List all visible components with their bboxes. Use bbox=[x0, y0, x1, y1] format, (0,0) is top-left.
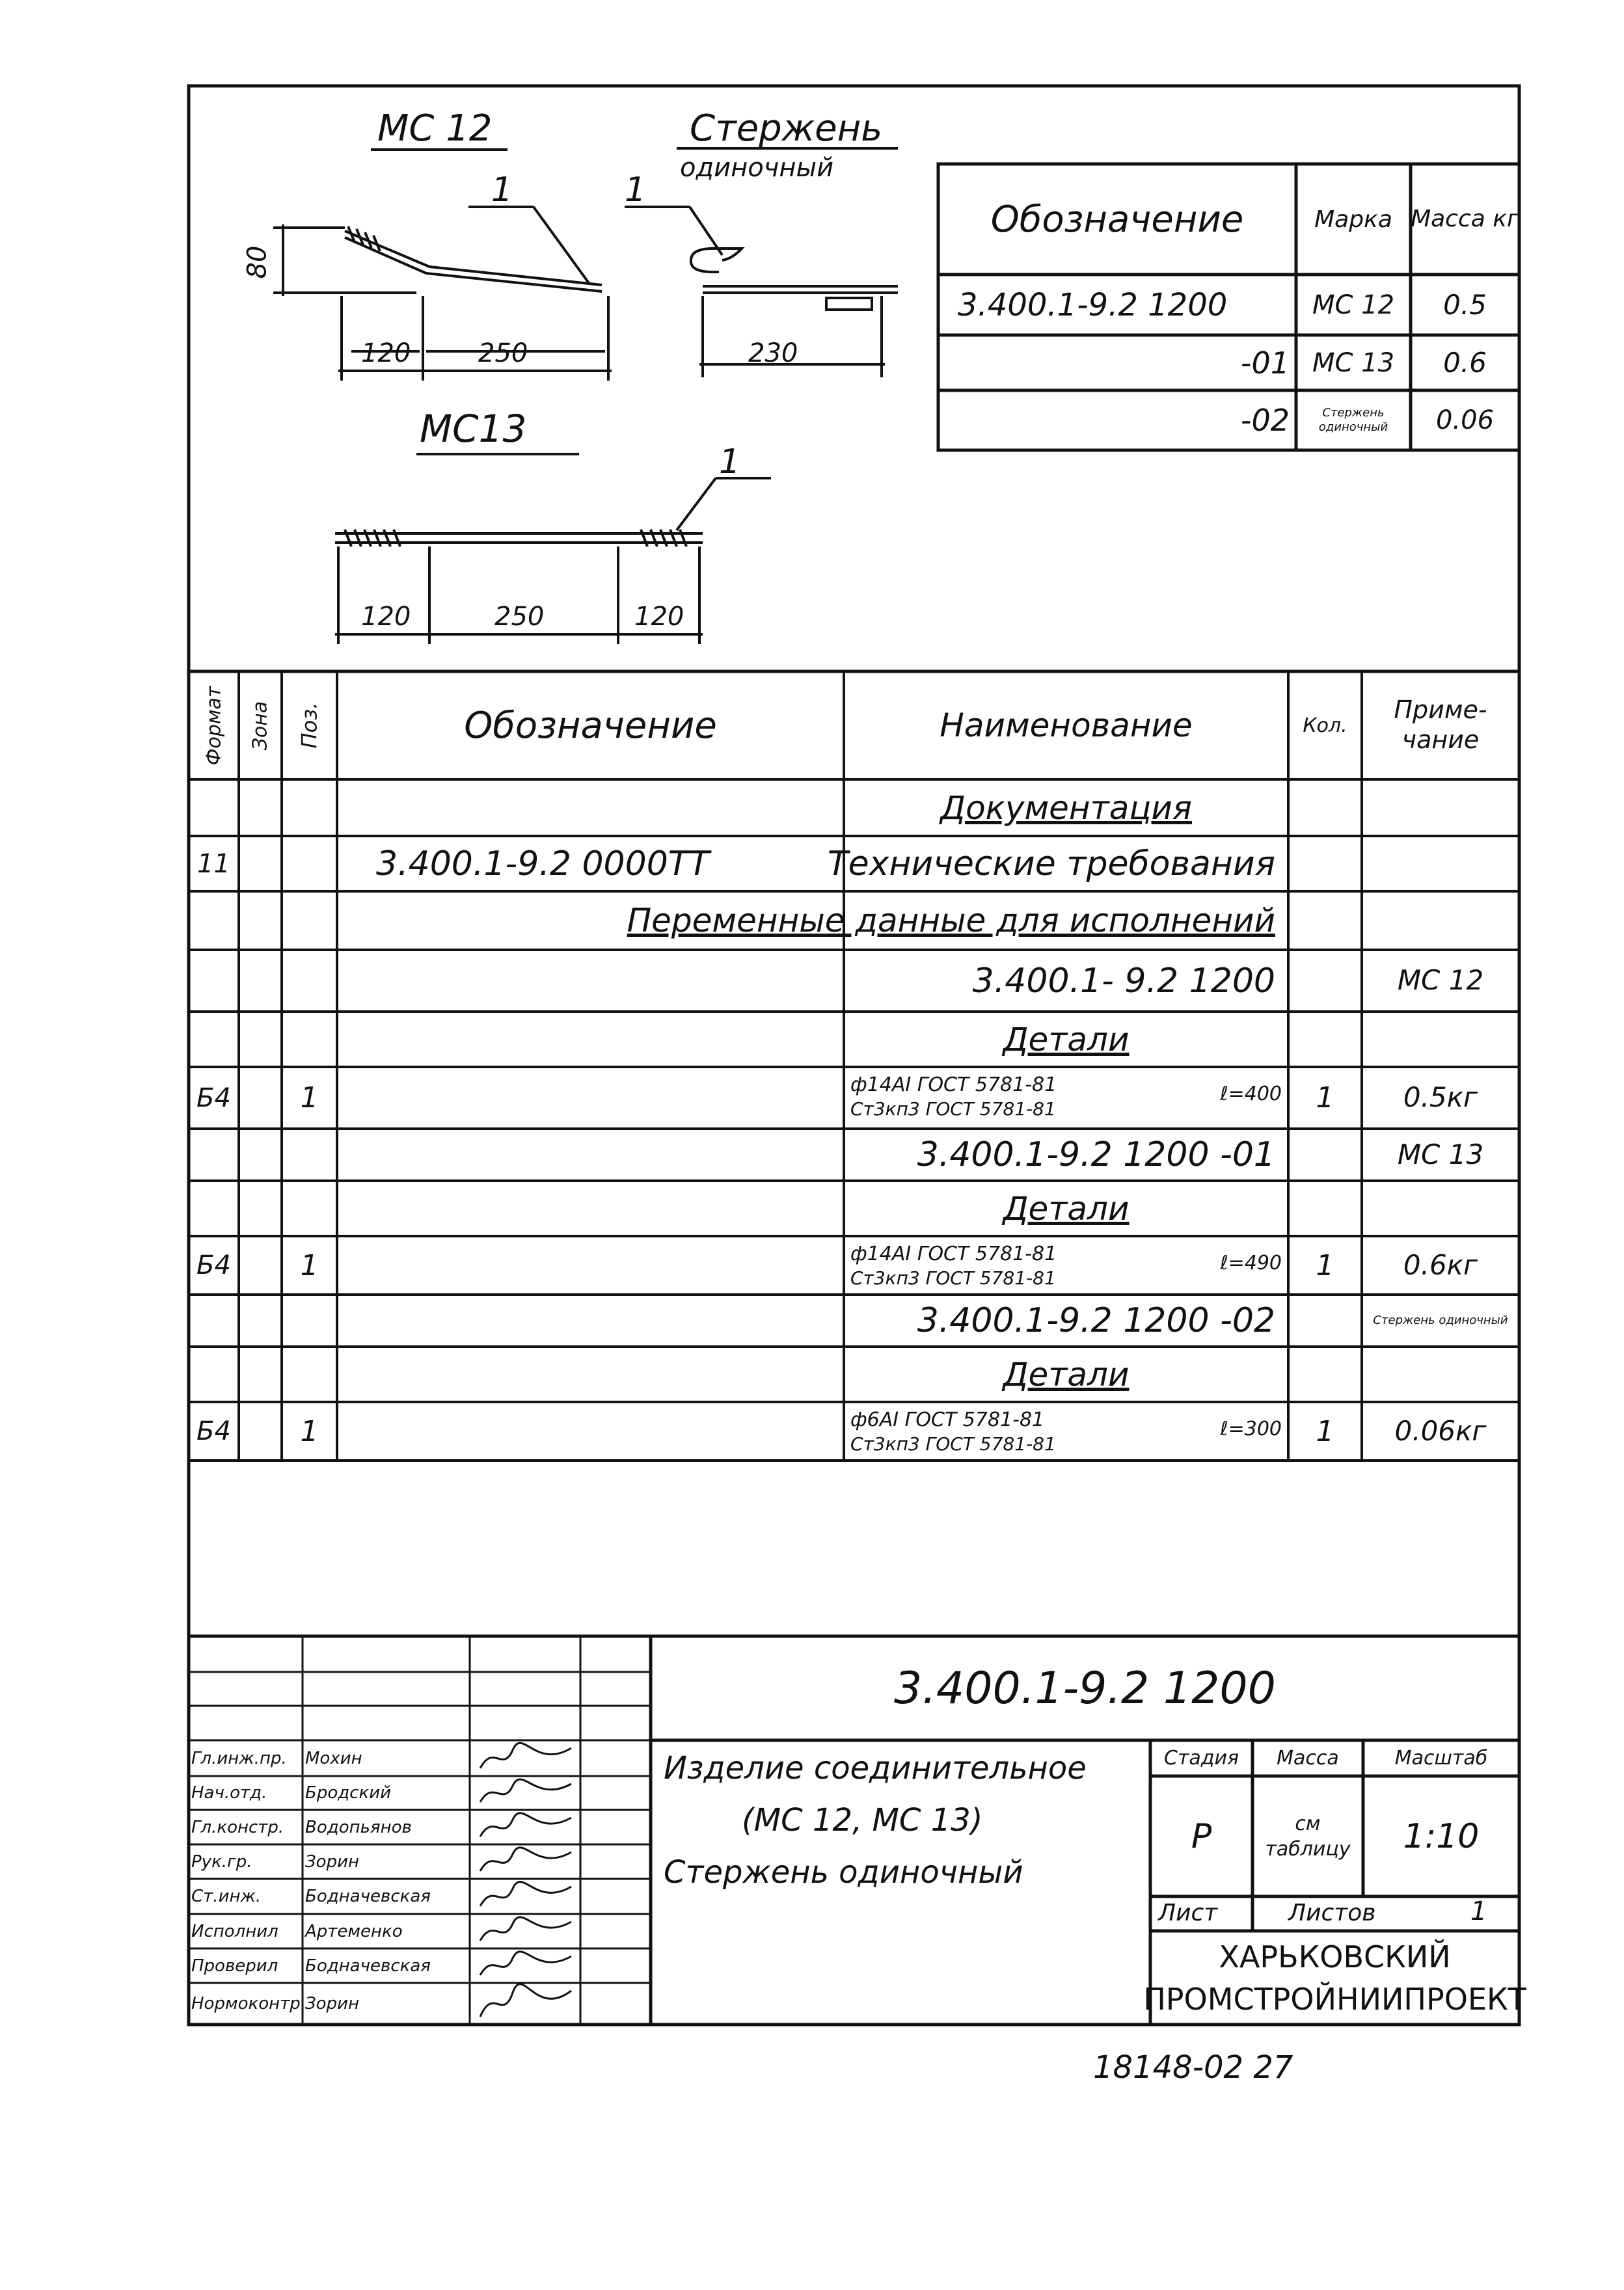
spec-row-note bbox=[1362, 779, 1519, 836]
signer-name: Зорин bbox=[305, 1852, 359, 1872]
signer-name: Бродский bbox=[305, 1783, 392, 1803]
spec-row-note: Стержень одиночный bbox=[1373, 1313, 1508, 1328]
sterzhen-label: Стержень bbox=[690, 107, 883, 150]
spec-row-pos bbox=[282, 1012, 337, 1067]
spec-row-pos bbox=[282, 779, 337, 836]
spec-row-format: Б4 bbox=[196, 1250, 231, 1280]
spec-row-pos: 1 bbox=[300, 1414, 319, 1448]
spec-row-note bbox=[1362, 1347, 1519, 1402]
signature-mark bbox=[474, 1740, 578, 1776]
signer-role: Нач.отд. bbox=[191, 1783, 267, 1803]
spec-row-name bbox=[844, 1067, 1288, 1129]
mass-table-row-designation: -01 bbox=[1240, 345, 1290, 381]
dim-80: 80 bbox=[242, 245, 273, 279]
dim-230: 230 bbox=[748, 338, 798, 368]
signer-role: Рук.гр. bbox=[191, 1852, 252, 1872]
signature-mark bbox=[474, 1776, 578, 1810]
spec-row-format bbox=[189, 779, 239, 836]
signer-name: Артеменко bbox=[305, 1921, 403, 1941]
spec-row-qty bbox=[1288, 1295, 1362, 1347]
spec-row-pos bbox=[282, 1347, 337, 1402]
spec-row-name-part: Ст3кп3 ГОСТ 5781-81 bbox=[850, 1098, 1056, 1120]
scale-label: Масштаб bbox=[1394, 1747, 1488, 1770]
spec-row-note bbox=[1362, 1012, 1519, 1067]
spec-row-qty bbox=[1288, 779, 1362, 836]
spec-row-format bbox=[189, 1129, 239, 1181]
signer-role: Нормоконтр. bbox=[191, 1994, 306, 2014]
spec-row-format: Б4 bbox=[196, 1416, 231, 1446]
mass-table-row-designation: 3.400.1-9.2 1200 bbox=[958, 286, 1228, 323]
mass-table-row-mark: Стержень одиночный bbox=[1318, 406, 1388, 434]
mass-table-header-designation: Обозначение bbox=[990, 198, 1244, 241]
spec-header-designation: Обозначение bbox=[464, 704, 717, 747]
mass-value: см таблицу bbox=[1265, 1812, 1351, 1861]
spec-row-format bbox=[189, 1295, 239, 1347]
signer-name: Бодначевская bbox=[305, 1956, 431, 1976]
spec-row-pos bbox=[282, 836, 337, 891]
callout-1-mc12: 1 bbox=[491, 170, 513, 209]
spec-row-format: 11 bbox=[197, 848, 230, 879]
spec-row-format bbox=[189, 1347, 239, 1402]
spec-row-name bbox=[844, 1402, 1288, 1461]
signature-mark bbox=[474, 1948, 578, 1983]
spec-row-section-title: Детали bbox=[1003, 1189, 1130, 1228]
spec-row-qty bbox=[1288, 1129, 1362, 1181]
spec-row-name: 3.400.1-9.2 1200 -01 bbox=[917, 1135, 1275, 1174]
spec-row-format bbox=[189, 891, 239, 950]
spec-header-zone: Зона bbox=[249, 701, 272, 750]
spec-row-section-title: Документация bbox=[940, 788, 1192, 827]
spec-row-designation bbox=[337, 1402, 844, 1461]
signature-mark bbox=[474, 1879, 578, 1914]
spec-row-designation: 3.400.1-9.2 0000ТТ bbox=[376, 844, 710, 883]
spec-row-length: ℓ=300 bbox=[1220, 1418, 1282, 1440]
sheet-label: Лист bbox=[1158, 1900, 1218, 1926]
spec-row-pos bbox=[282, 1129, 337, 1181]
spec-row-designation bbox=[337, 1012, 844, 1067]
mass-table-row-mass: 0.06 bbox=[1435, 405, 1495, 435]
mc12-bar-sketch bbox=[273, 207, 612, 381]
dim-120-mc13-right: 120 bbox=[634, 602, 684, 632]
mass-table-row-mass: 0.6 bbox=[1443, 347, 1487, 379]
signature-mark bbox=[474, 1914, 578, 1948]
spec-row-note bbox=[1362, 1181, 1519, 1236]
sheets-label: Листов bbox=[1288, 1900, 1376, 1926]
spec-row-name-part: Ст3кп3 ГОСТ 5781-81 bbox=[850, 1433, 1056, 1455]
organization-line2: ПРОМСТРОЙНИИПРОЕКТ bbox=[1143, 1981, 1526, 2017]
spec-row-designation bbox=[337, 1236, 844, 1295]
spec-header-format: Формат bbox=[202, 686, 225, 765]
spec-header-note: Приме-чание bbox=[1394, 695, 1487, 754]
spec-row-note bbox=[1362, 891, 1519, 950]
product-title-line3: Стержень одиночный bbox=[664, 1854, 1023, 1891]
spec-row-length: ℓ=400 bbox=[1220, 1083, 1282, 1105]
product-title-line1: Изделие соединительное bbox=[664, 1750, 1087, 1786]
spec-row-qty: 1 bbox=[1316, 1248, 1334, 1282]
mass-table-header-mark: Марка bbox=[1314, 206, 1392, 233]
spec-row-qty bbox=[1288, 836, 1362, 891]
signature-mark bbox=[474, 1844, 578, 1879]
signer-role: Гл.констр. bbox=[191, 1817, 284, 1837]
spec-row-name-part: ф14АI ГОСТ 5781-81 bbox=[850, 1073, 1057, 1096]
dim-120-mc12: 120 bbox=[361, 338, 411, 368]
signer-name: Бодначевская bbox=[305, 1887, 431, 1906]
spec-row-format bbox=[189, 950, 239, 1012]
mc12-label: МС 12 bbox=[377, 107, 493, 150]
spec-row-section-title: Детали bbox=[1003, 1020, 1130, 1058]
spec-row-note: 0.06кг bbox=[1394, 1414, 1487, 1447]
spec-row-qty bbox=[1288, 1347, 1362, 1402]
signer-role: Проверил bbox=[191, 1956, 278, 1976]
signer-role: Исполнил bbox=[191, 1921, 278, 1941]
spec-row-qty: 1 bbox=[1316, 1414, 1334, 1448]
spec-row-length: ℓ=490 bbox=[1220, 1252, 1282, 1274]
spec-row-designation bbox=[337, 1295, 844, 1347]
odinochny-label: одиночный bbox=[680, 153, 834, 183]
spec-row-format bbox=[189, 1012, 239, 1067]
spec-row-note: 0.5кг bbox=[1403, 1081, 1478, 1114]
signature-mark bbox=[474, 1983, 578, 2025]
mass-label: Масса bbox=[1277, 1747, 1339, 1770]
stage-value: Р bbox=[1191, 1816, 1212, 1856]
mass-table-row-mass: 0.5 bbox=[1443, 289, 1487, 321]
spec-row-pos: 1 bbox=[300, 1081, 319, 1114]
spec-header-name: Наименование bbox=[940, 707, 1193, 744]
spec-row-name-part: ф14АI ГОСТ 5781-81 bbox=[850, 1243, 1057, 1265]
spec-row-name: 3.400.1- 9.2 1200 bbox=[972, 961, 1275, 1001]
signer-name: Зорин bbox=[305, 1994, 359, 2014]
spec-row-note: МС 13 bbox=[1397, 1138, 1484, 1170]
spec-header-pos: Поз. bbox=[297, 702, 322, 749]
spec-row-section-title: Переменные данные для исполнений bbox=[627, 902, 1275, 939]
signer-role: Ст.инж. bbox=[191, 1887, 262, 1906]
spec-row-name bbox=[844, 1236, 1288, 1295]
spec-row-note: 0.6кг bbox=[1403, 1248, 1478, 1281]
sheets-count: 1 bbox=[1470, 1896, 1487, 1926]
spec-row-designation bbox=[337, 779, 844, 836]
spec-header-qty: Кол. bbox=[1303, 714, 1347, 737]
spec-row-format: Б4 bbox=[196, 1083, 231, 1113]
spec-row-designation bbox=[337, 950, 844, 1012]
spec-row-name: 3.400.1-9.2 1200 -02 bbox=[917, 1301, 1275, 1340]
spec-row-designation bbox=[337, 1347, 844, 1402]
spec-row-qty bbox=[1288, 1181, 1362, 1236]
spec-row-pos bbox=[282, 950, 337, 1012]
callout-1-single: 1 bbox=[625, 170, 647, 209]
spec-row-section-title: Детали bbox=[1003, 1355, 1130, 1394]
scale-value: 1:10 bbox=[1403, 1816, 1480, 1856]
archive-number: 18148-02 27 bbox=[1093, 2049, 1293, 2086]
mc13-label: МС13 bbox=[420, 407, 527, 451]
spec-row-pos bbox=[282, 1295, 337, 1347]
spec-row-name-part: ф6АI ГОСТ 5781-81 bbox=[850, 1408, 1045, 1431]
spec-row-designation bbox=[337, 1181, 844, 1236]
spec-row-pos: 1 bbox=[300, 1248, 319, 1282]
spec-row-designation bbox=[337, 1067, 844, 1129]
callout-1-mc13: 1 bbox=[719, 442, 741, 481]
spec-row-note bbox=[1362, 836, 1519, 891]
product-title-line2: (МС 12, МС 13) bbox=[742, 1802, 983, 1839]
dim-250-mc12: 250 bbox=[478, 338, 528, 368]
signer-role: Гл.инж.пр. bbox=[191, 1748, 287, 1768]
spec-row-qty bbox=[1288, 950, 1362, 1012]
spec-row-name-part: Ст3кп3 ГОСТ 5781-81 bbox=[850, 1267, 1056, 1289]
spec-row-pos bbox=[282, 1181, 337, 1236]
mass-table-header-mass: Масса кг bbox=[1411, 205, 1519, 232]
spec-row-qty: 1 bbox=[1316, 1081, 1334, 1114]
dim-250-mc13: 250 bbox=[494, 602, 545, 632]
signature-mark bbox=[474, 1810, 578, 1844]
mass-table-row-mark: МС 12 bbox=[1312, 290, 1395, 320]
signer-name: Водопьянов bbox=[305, 1817, 412, 1837]
spec-row-qty bbox=[1288, 891, 1362, 950]
spec-row-designation bbox=[337, 1129, 844, 1181]
dim-120-mc13-left: 120 bbox=[361, 602, 411, 632]
organization-line1: ХАРЬКОВСКИЙ bbox=[1219, 1939, 1451, 1974]
spec-row-pos bbox=[282, 891, 337, 950]
stage-label: Стадия bbox=[1163, 1747, 1239, 1770]
spec-row-format bbox=[189, 1181, 239, 1236]
mass-table-row-mark: МС 13 bbox=[1312, 347, 1395, 378]
spec-row-qty bbox=[1288, 1012, 1362, 1067]
spec-row-name: Технические требования bbox=[827, 844, 1275, 883]
mass-table-row-designation: -02 bbox=[1240, 403, 1290, 438]
spec-row-note: МС 12 bbox=[1397, 964, 1484, 997]
document-code: 3.400.1-9.2 1200 bbox=[894, 1662, 1276, 1714]
signer-name: Мохин bbox=[305, 1748, 362, 1768]
